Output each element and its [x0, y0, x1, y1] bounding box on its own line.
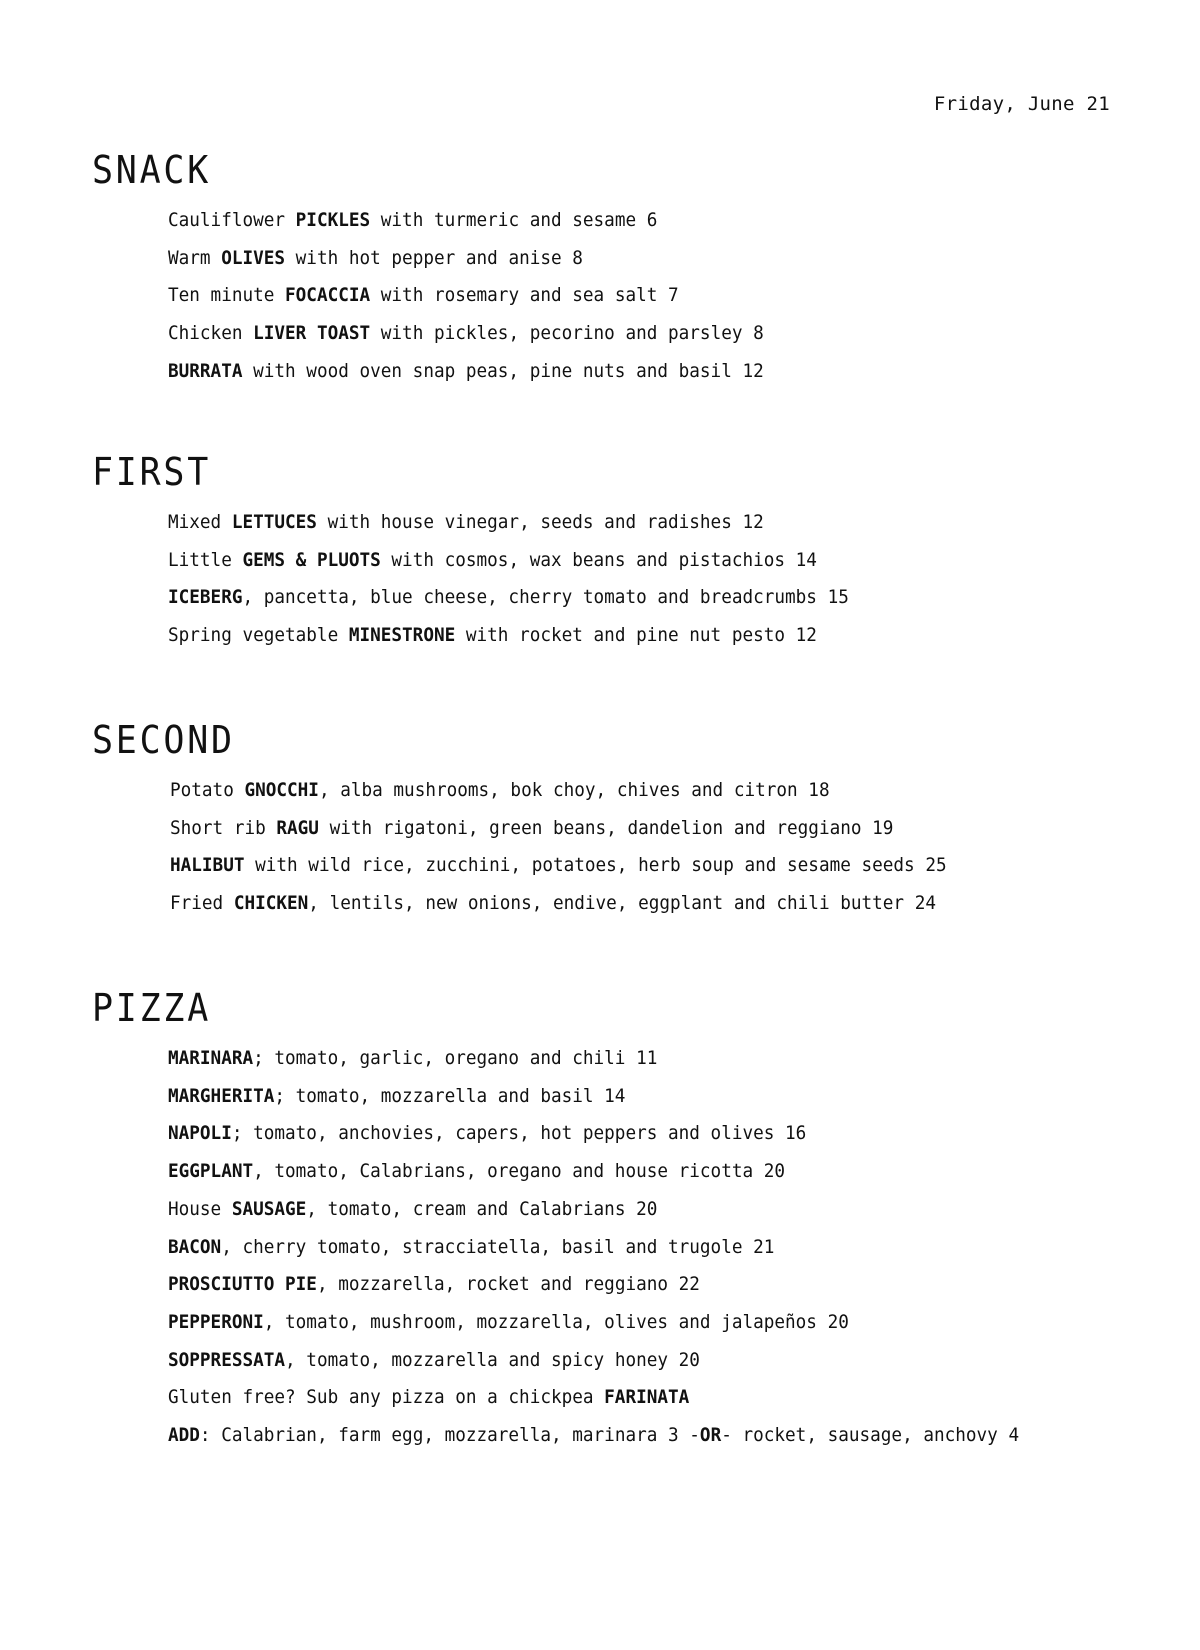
dish-description: , cherry tomato, stracciatella, basil and trugole 21	[221, 1235, 775, 1258]
dish-description: Ten minute	[168, 284, 286, 307]
menu-item	[168, 1191, 1111, 1229]
dish-description: , tomato, mushroom, mozzarella, olives and jalapeños 20	[263, 1310, 849, 1333]
dish-name: ADD	[168, 1424, 200, 1447]
dish-description: , mozzarella, rocket and reggiano 22	[316, 1273, 700, 1296]
section-snack	[92, 150, 1182, 391]
menu-item	[168, 504, 1111, 542]
dish-name: EGGPLANT	[168, 1160, 254, 1183]
dish-description: Cauliflower	[168, 209, 296, 231]
dish-description: House	[168, 1197, 232, 1220]
dish-name: LIVER TOAST	[253, 322, 371, 345]
menu-item	[168, 1153, 1111, 1191]
dish-name: LETTUCES	[231, 511, 317, 533]
dish-name: MARINARA	[168, 1047, 254, 1069]
section-title: SECOND	[92, 718, 235, 762]
menu-item	[168, 277, 1111, 315]
dish-description: with wood oven snap peas, pine nuts and basil 12	[242, 359, 764, 382]
menu-item	[168, 1304, 1111, 1342]
menu-item-list	[168, 504, 1182, 655]
dish-name: BURRATA	[168, 359, 243, 382]
menu-item	[168, 1229, 1111, 1267]
dish-name: FOCACCIA	[285, 284, 371, 307]
dish-description: with house vinegar, seeds and radishes 12	[316, 511, 764, 533]
dish-description: ; tomato, mozzarella and basil 14	[274, 1084, 626, 1107]
dish-description: Chicken	[168, 322, 254, 345]
menu-item	[168, 353, 1111, 391]
menu-item	[168, 542, 1111, 580]
dish-name: BACON	[168, 1235, 222, 1258]
dish-name: HALIBUT	[170, 854, 245, 877]
menu-date: Friday, June 21	[933, 93, 1110, 115]
dish-description: Short rib	[170, 816, 277, 839]
dish-name: CHICKEN	[233, 892, 309, 915]
dish-description: , tomato, cream and Calabrians 20	[306, 1197, 658, 1220]
dish-description: with cosmos, wax beans and pistachios 14	[380, 548, 817, 571]
dish-description: , pancetta, blue cheese, cherry tomato and breadcrumbs 15	[242, 586, 849, 609]
section-second	[92, 720, 1182, 923]
menu-item	[170, 885, 1111, 923]
menu-item	[170, 847, 1111, 885]
section-title: SNACK	[92, 148, 212, 192]
dish-description: Little	[168, 548, 243, 571]
dish-description: with wild rice, zucchini, potatoes, herb soup and sesame seeds 25	[244, 854, 947, 877]
dish-description: , tomato, mozzarella and spicy honey 20	[285, 1348, 700, 1371]
menu-item	[168, 240, 1111, 278]
menu-item	[168, 1379, 1111, 1417]
dish-name: GNOCCHI	[244, 779, 319, 801]
dish-name: SAUSAGE	[231, 1197, 307, 1220]
menu-item-list	[168, 202, 1182, 391]
dish-description: , tomato, Calabrians, oregano and house ricotta 20	[253, 1160, 786, 1183]
section-pizza	[92, 988, 1182, 1455]
menu-item-list	[168, 1040, 1182, 1455]
dish-name: PICKLES	[295, 209, 371, 231]
dish-description: , lentils, new onions, endive, eggplant and chili butter 24	[308, 892, 936, 915]
dish-description: ; tomato, anchovies, capers, hot peppers and olives 16	[231, 1122, 807, 1145]
dish-description: Warm	[168, 246, 222, 269]
menu-item	[168, 1040, 1111, 1078]
menu-item	[168, 1342, 1111, 1380]
dish-description: ; tomato, garlic, oregano and chili 11	[253, 1047, 658, 1069]
menu-item	[168, 579, 1111, 617]
menu-item-list	[170, 772, 1182, 923]
menu-item	[168, 315, 1111, 353]
dish-description: - rocket, sausage, anchovy 4	[721, 1424, 1020, 1447]
dish-description: Gluten free? Sub any pizza on a chickpea	[168, 1386, 605, 1409]
dish-description: , alba mushrooms, bok choy, chives and citron 18	[318, 779, 830, 801]
menu-item	[168, 617, 1111, 655]
menu-item	[168, 1417, 1111, 1455]
menu-item	[168, 1266, 1111, 1304]
dish-description: with rosemary and sea salt 7	[370, 284, 679, 307]
dish-name: MINESTRONE	[348, 624, 456, 647]
dish-description: : Calabrian, farm egg, mozzarella, marinara 3 -	[199, 1424, 700, 1447]
dish-name: PROSCIUTTO PIE	[168, 1273, 317, 1296]
dish-name: PEPPERONI	[168, 1310, 264, 1333]
dish-name: OR	[699, 1424, 722, 1447]
dish-description: Fried	[170, 892, 234, 915]
dish-name: RAGU	[276, 816, 319, 839]
menu-item	[170, 772, 1111, 810]
dish-name: SOPPRESSATA	[168, 1348, 286, 1371]
menu-item	[168, 202, 1111, 240]
dish-description: Potato	[170, 779, 245, 801]
dish-description: Mixed	[168, 511, 232, 533]
section-title: FIRST	[92, 450, 212, 494]
dish-description: with turmeric and sesame 6	[370, 209, 658, 231]
section-first	[92, 452, 1182, 655]
menu-item	[168, 1078, 1111, 1116]
dish-description: with hot pepper and anise 8	[285, 246, 583, 269]
dish-name: ICEBERG	[168, 586, 243, 609]
menu-item	[170, 810, 1111, 848]
dish-name: NAPOLI	[168, 1122, 232, 1145]
dish-description: with pickles, pecorino and parsley 8	[370, 322, 764, 345]
dish-name: FARINATA	[604, 1386, 690, 1409]
menu-item	[168, 1115, 1111, 1153]
dish-description: with rocket and pine nut pesto 12	[455, 624, 817, 647]
dish-name: MARGHERITA	[168, 1084, 275, 1107]
dish-name: OLIVES	[221, 246, 286, 269]
dish-name: GEMS & PLUOTS	[242, 548, 381, 571]
dish-description: with rigatoni, green beans, dandelion and reggiano 19	[318, 816, 894, 839]
section-title: PIZZA	[92, 986, 212, 1030]
dish-description: Spring vegetable	[168, 624, 349, 647]
